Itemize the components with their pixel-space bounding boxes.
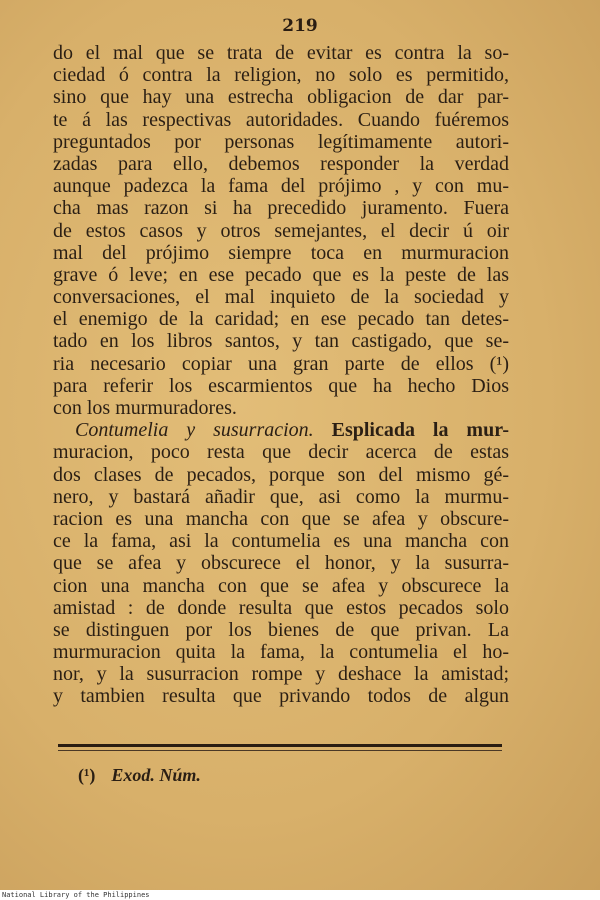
text-line: nero, y bastará añadir que, asi como la murmu- xyxy=(53,485,509,508)
footnote-rule xyxy=(58,744,502,747)
text-line: amistad : de donde resulta que estos pecados solo xyxy=(53,596,509,619)
text-line: y tambien resulta que privando todos de algun xyxy=(53,685,509,708)
section-first-line-rest: Esplicada la mur- xyxy=(331,419,510,442)
footnote xyxy=(78,765,201,786)
text-line: se distinguen por los bienes de que privan. La xyxy=(53,618,509,641)
text-line: tado en los libros santos, y tan castigado, que se- xyxy=(53,330,509,353)
text-line: muracion, poco resta que decir acerca de estas xyxy=(53,441,509,464)
text-line: con los murmuradores. xyxy=(53,397,237,419)
text-line: sino que hay una estrecha obligacion de dar par- xyxy=(53,86,509,109)
text-line: aunque padezca la fama del prójimo , y con mu- xyxy=(53,175,509,198)
text-line: ciedad ó contra la religion, no solo es permitido, xyxy=(53,64,509,87)
text-line: mal del prójimo siempre toca en murmuracion xyxy=(53,241,509,264)
text-line: conversaciones, el mal inquieto de la sociedad y xyxy=(53,286,509,309)
library-credit: National Library of the Philippines xyxy=(2,891,150,899)
text-line: murmuracion quita la fama, la contumelia el ho- xyxy=(53,641,509,664)
text-line: te á las respectivas autoridades. Cuando fuéremos xyxy=(53,108,509,131)
text-line: cha mas razon si ha precedido juramento. Fuera xyxy=(53,197,509,220)
text-line: dos clases de pecados, porque son del mismo gé- xyxy=(53,463,509,486)
text-line: ce la fama, asi la contumelia es una mancha con xyxy=(53,530,509,553)
text-line: nor, y la susurracion rompe y deshace la amistad; xyxy=(53,663,509,686)
text-line: que se afea y obscurece el honor, y la susurra- xyxy=(53,552,509,575)
text-line: para referir los escarmientos que ha hecho Dios xyxy=(53,374,509,397)
text-line: el enemigo de la caridad; en ese pecado tan detes- xyxy=(53,308,509,331)
text-line: zadas para ello, debemos responder la verdad xyxy=(53,152,509,175)
text-line: cion una mancha con que se afea y obscurece la xyxy=(53,574,509,597)
text-line: do el mal que se trata de evitar es contra la so- xyxy=(53,42,509,64)
text-line: grave ó leve; en ese pecado que es la peste de las xyxy=(53,263,509,286)
text-line: ria necesario copiar una gran parte de ellos (¹) xyxy=(53,352,509,375)
page-number: 219 xyxy=(282,16,318,36)
footnote-rule-thin xyxy=(58,750,502,751)
section-first-line xyxy=(53,419,509,441)
text-line: preguntados por personas legítimamente autori- xyxy=(53,130,509,153)
text-line: racion es una mancha con que se afea y obscure- xyxy=(53,507,509,530)
footnote-mark: (¹) xyxy=(78,765,96,785)
text-line: de estos casos y otros semejantes, el decir ú oir xyxy=(53,219,509,242)
footnote-reference: Exod. Núm. xyxy=(111,765,201,785)
body-text xyxy=(53,42,509,708)
section-heading: Contumelia y susurracion. xyxy=(75,419,314,442)
